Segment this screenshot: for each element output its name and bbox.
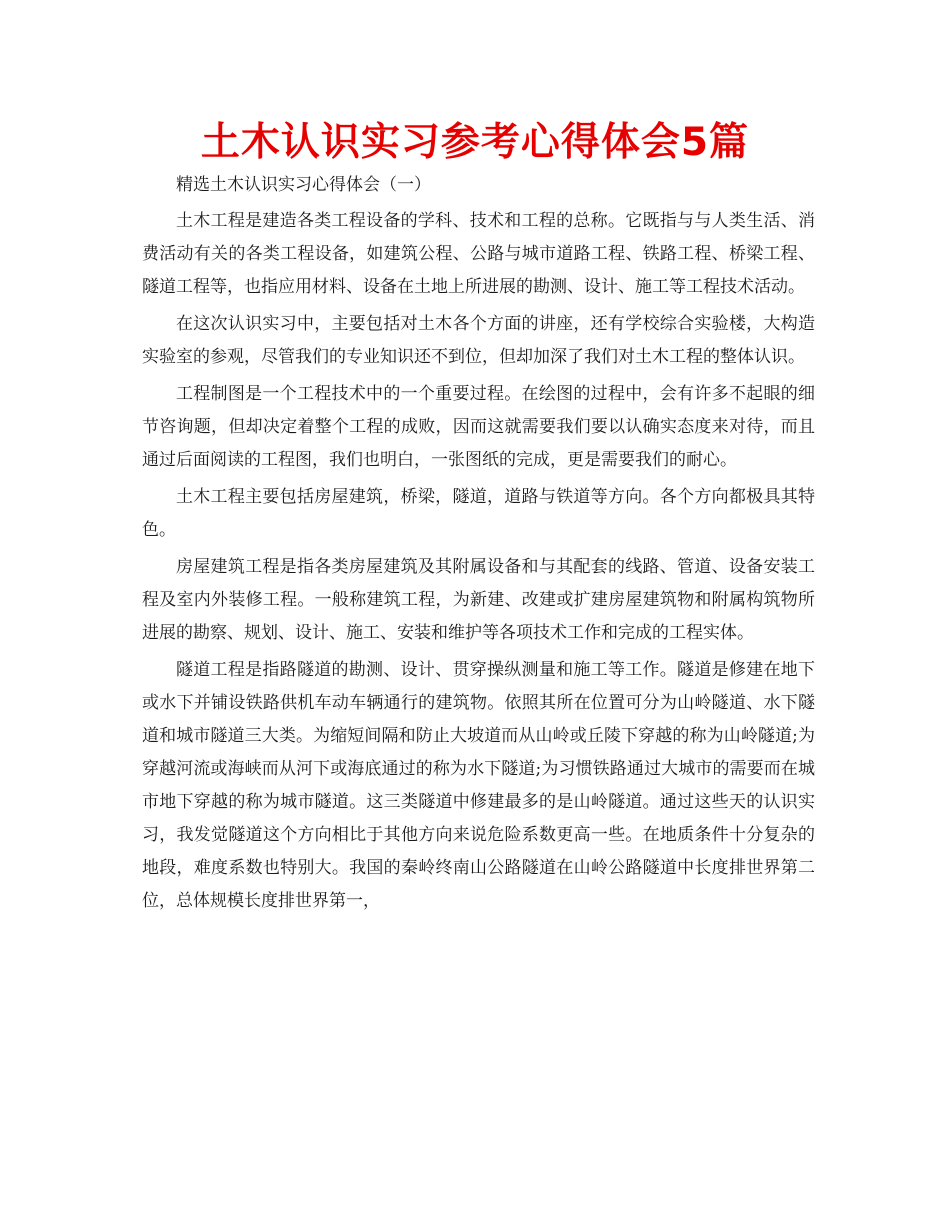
paragraph-4: 土木工程主要包括房屋建筑，桥梁，隧道，道路与铁道等方向。各个方向都极具其特色。 bbox=[142, 487, 815, 540]
section-subtitle: 精选土木认识实习心得体会（一） bbox=[176, 175, 431, 195]
document-body bbox=[142, 169, 815, 922]
document-title: 土木认识实习参考心得体会5篇 bbox=[200, 120, 750, 165]
paragraph-5: 房屋建筑工程是指各类房屋建筑及其附属设备和与其配套的线路、管道、设备安装工程及室内外装修工程。一般称建筑工程，为新建、改建或扩建房屋建筑物和附属构筑物所进展的勘察、规划、设计、施工、安装和维护等各项技术工作和完成的工程实体。 bbox=[142, 557, 815, 643]
paragraph-3: 工程制图是一个工程技术中的一个重要过程。在绘图的过程中，会有许多不起眼的细节咨询题，但却决定着整个工程的成败，因而这就需要我们要以认确实态度来对待，而且通过后面阅读的工程图，我们也明白，一张图纸的完成，更是需要我们的耐心。 bbox=[142, 384, 815, 470]
paragraph-6: 隧道工程是指路隧道的勘测、设计、贯穿操纵测量和施工等工作。隧道是修建在地下或水下并铺设铁路供机车动车辆通行的建筑物。依照其所在位置可分为山岭隧道、水下隧道和城市隧道三大类。为缩短间隔和防止大坡道而从山岭或丘陵下穿越的称为山岭隧道;为穿越河流或海峡而从河下或海底通过的称为水下隧道;为习惯铁路通过大城市的需要而在城市地下穿越的称为城市隧道。这三类隧道中修建最多的是山岭隧道。通过这些天的认识实习，我发觉隧道这个方向相比于其他方向来说危险系数更高一些。在地质条件十分复杂的地段，难度系数也特别大。我国的秦岭终南山公路隧道在山岭公路隧道中长度排世界第二位，总体规模长度排世界第一， bbox=[142, 660, 815, 911]
paragraph-1: 土木工程是建造各类工程设备的学科、技术和工程的总称。它既指与与人类生活、消费活动有关的各类工程设备，如建筑公程、公路与城市道路工程、铁路工程、桥梁工程、隧道工程等，也指应用材料、设备在土地上所进展的勘测、设计、施工等工程技术活动。 bbox=[142, 211, 815, 297]
paragraph-2: 在这次认识实习中，主要包括对土木各个方面的讲座，还有学校综合实验楼，大构造实验室的参观，尽管我们的专业知识还不到位，但却加深了我们对土木工程的整体认识。 bbox=[142, 314, 815, 367]
